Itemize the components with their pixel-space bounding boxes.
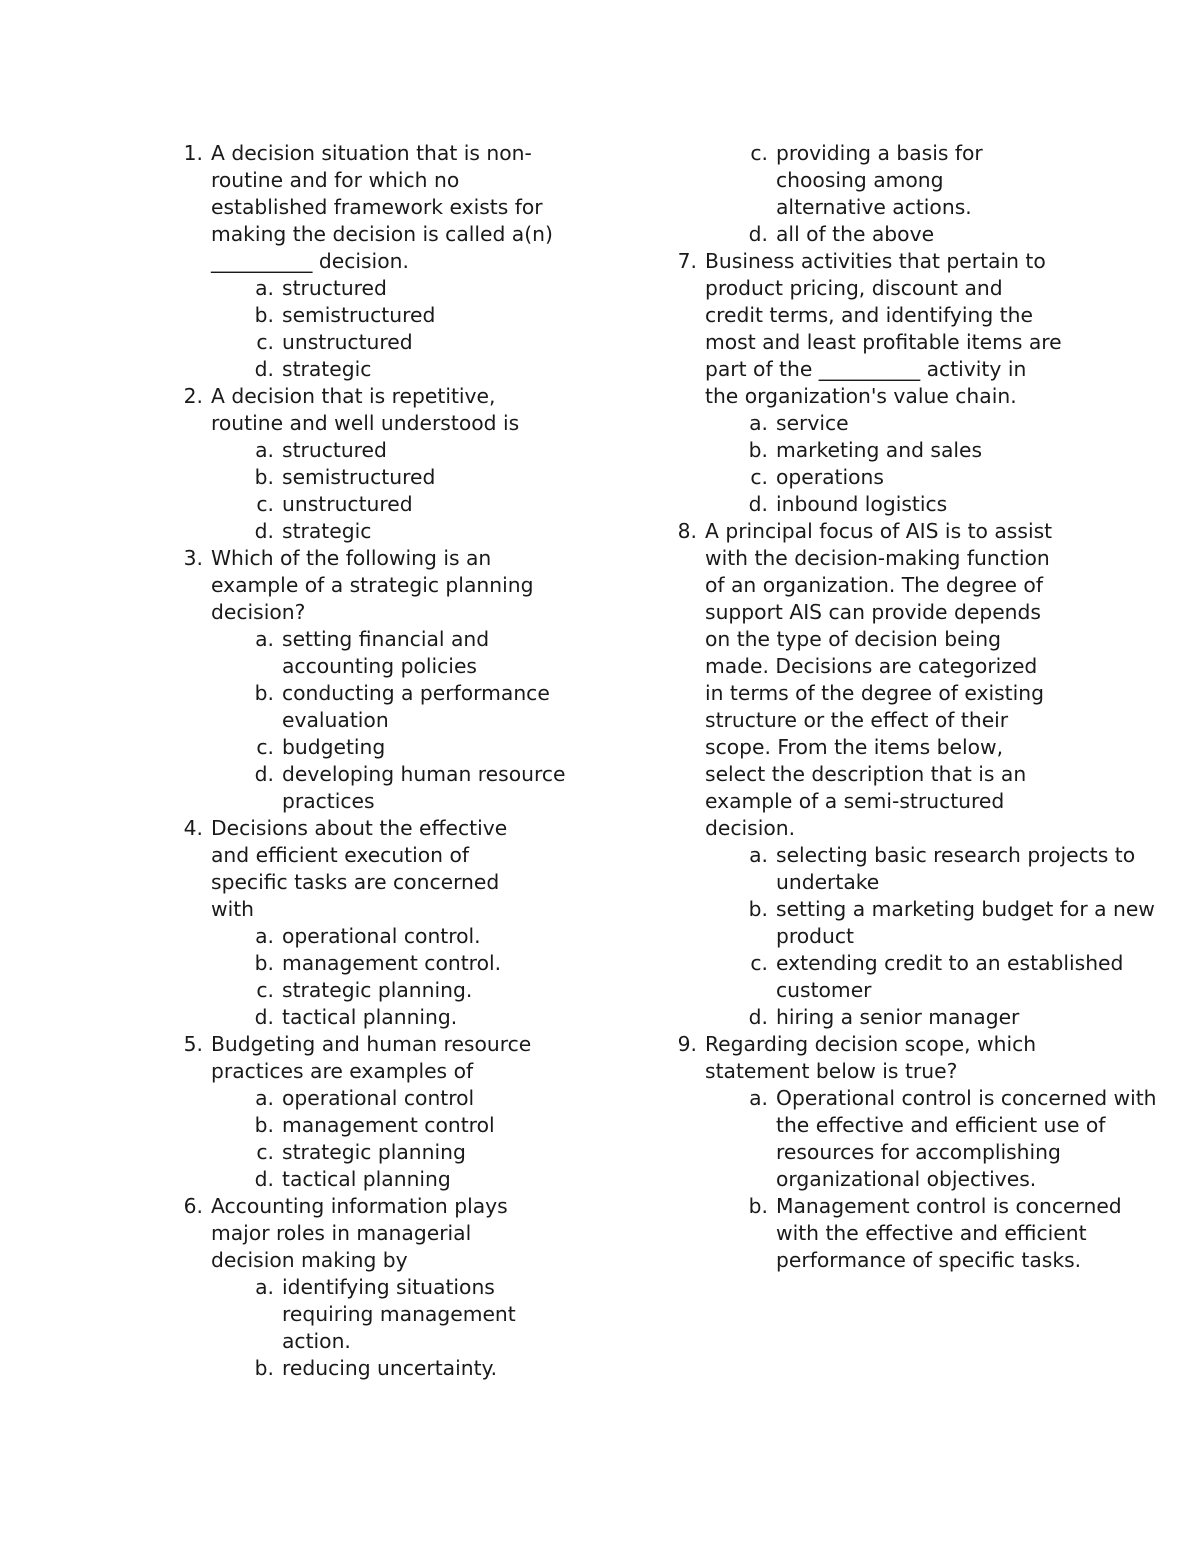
question-number: 6.	[183, 1194, 203, 1218]
option	[173, 734, 593, 761]
option-text: operations	[776, 465, 884, 489]
question-text: Accounting information plays major roles in managerial decision making by	[211, 1194, 508, 1272]
option-letter: a.	[749, 843, 768, 867]
option	[173, 1112, 593, 1139]
question-number: 7.	[677, 249, 697, 273]
question-text: Budgeting and human resource practices are examples of	[211, 1032, 532, 1083]
question-2	[173, 383, 593, 437]
option-text: operational control.	[282, 924, 481, 948]
option-text: strategic	[282, 519, 372, 543]
option-text: identifying situations requiring management action.	[282, 1275, 516, 1353]
option-text: tactical planning	[282, 1167, 451, 1191]
option-letter: a.	[255, 438, 274, 462]
option-letter: c.	[750, 465, 768, 489]
option-text: semistructured	[282, 465, 436, 489]
option-letter: b.	[748, 1194, 768, 1218]
option-text: Management control is concerned with the effective and efficient performance of specific tasks.	[776, 1194, 1122, 1272]
question-number: 1.	[183, 141, 203, 165]
option	[173, 1004, 593, 1031]
question-3	[173, 545, 593, 626]
option-text: budgeting	[282, 735, 386, 759]
option-letter: c.	[750, 951, 768, 975]
option-letter: c.	[256, 330, 274, 354]
option	[667, 437, 1087, 464]
option	[173, 275, 593, 302]
option-letter: d.	[254, 519, 274, 543]
option-text: all of the above	[776, 222, 935, 246]
option-text: unstructured	[282, 330, 413, 354]
option-letter: a.	[255, 276, 274, 300]
option-letter: a.	[255, 1275, 274, 1299]
question-8	[667, 518, 1087, 842]
option-letter: a.	[255, 924, 274, 948]
option-text: extending credit to an established customer	[776, 951, 1124, 1002]
option-letter: a.	[749, 1086, 768, 1110]
question-number: 2.	[183, 384, 203, 408]
option	[173, 923, 593, 950]
option	[173, 491, 593, 518]
option-text: developing human resource practices	[282, 762, 566, 813]
option-letter: b.	[254, 681, 274, 705]
question-number: 3.	[183, 546, 203, 570]
question-text: A decision that is repetitive, routine and well understood is	[211, 384, 520, 435]
option	[667, 491, 1087, 518]
option-text: strategic planning.	[282, 978, 473, 1002]
option	[173, 1085, 593, 1112]
question-text: A decision situation that is non-routine and for which no established framework exists for making the decision is called a(n) __________ decision.	[211, 141, 553, 273]
option-letter: a.	[255, 1086, 274, 1110]
option-letter: d.	[254, 762, 274, 786]
option	[173, 626, 562, 680]
option-text: inbound logistics	[776, 492, 948, 516]
option-letter: b.	[748, 897, 768, 921]
option-text: structured	[282, 276, 387, 300]
options-list	[173, 626, 593, 815]
option-letter: b.	[748, 438, 768, 462]
option-text: strategic	[282, 357, 372, 381]
option-text: reducing uncertainty.	[282, 1356, 498, 1380]
question-number: 5.	[183, 1032, 203, 1056]
option	[173, 437, 593, 464]
option	[173, 977, 593, 1004]
option-text: unstructured	[282, 492, 413, 516]
option	[173, 1166, 593, 1193]
question-4	[173, 815, 593, 923]
option-text: marketing and sales	[776, 438, 983, 462]
option-letter: d.	[748, 1005, 768, 1029]
options-list	[667, 1085, 1157, 1274]
option	[667, 221, 1087, 248]
options-list	[173, 275, 593, 383]
option	[173, 950, 593, 977]
option-text: tactical planning.	[282, 1005, 458, 1029]
question-text: Business activities that pertain to product pricing, discount and credit terms, and identifying the most and least profitable items are part of the __________ activity in the organization's value chain.	[705, 249, 1062, 408]
options-list	[173, 437, 593, 545]
option-text: service	[776, 411, 849, 435]
option-text: management control	[282, 1113, 495, 1137]
option	[667, 896, 1166, 950]
option-letter: b.	[254, 1356, 274, 1380]
options-list	[667, 410, 1087, 518]
option	[667, 1004, 1087, 1031]
options-list	[667, 140, 1087, 248]
option	[667, 950, 1136, 1004]
option	[667, 410, 1087, 437]
option-letter: b.	[254, 465, 274, 489]
option	[173, 761, 572, 815]
option-text: semistructured	[282, 303, 436, 327]
option	[667, 842, 1156, 896]
option-letter: c.	[750, 141, 768, 165]
option-letter: c.	[256, 978, 274, 1002]
question-6	[173, 1193, 593, 1274]
option	[173, 1355, 593, 1382]
option	[173, 329, 593, 356]
option	[667, 464, 1087, 491]
question-7	[667, 248, 1087, 410]
option-text: setting a marketing budget for a new product	[776, 897, 1155, 948]
question-text: Regarding decision scope, which statement below is true?	[705, 1032, 1037, 1083]
option-letter: d.	[254, 357, 274, 381]
question-number: 4.	[183, 816, 203, 840]
question-number: 8.	[677, 519, 697, 543]
option-letter: b.	[254, 1113, 274, 1137]
option-text: operational control	[282, 1086, 475, 1110]
option-letter: b.	[254, 303, 274, 327]
options-list	[173, 1085, 593, 1193]
option	[667, 1193, 1156, 1274]
question-9	[667, 1031, 1087, 1085]
option	[667, 1085, 1176, 1193]
question-5	[173, 1031, 593, 1085]
option	[173, 680, 562, 734]
option-letter: d.	[254, 1167, 274, 1191]
option	[173, 1274, 552, 1355]
option-letter: d.	[748, 222, 768, 246]
option-letter: c.	[256, 492, 274, 516]
question-text: A principal focus of AIS is to assist with the decision-making function of an organization. The degree of support AIS can provide depends on the type of decision being made. Decisions are categorized in terms of the degree of existing structure or the effect of their scope. From the items below, select the description that is an example of a semi-structured decision.	[705, 519, 1053, 840]
options-list	[173, 923, 593, 1031]
option	[173, 518, 593, 545]
option	[173, 302, 593, 329]
option-text: setting financial and accounting policies	[282, 627, 490, 678]
option-text: selecting basic research projects to undertake	[776, 843, 1136, 894]
option-text: providing a basis for choosing among alternative actions.	[776, 141, 983, 219]
question-text: Decisions about the effective and efficient execution of specific tasks are concerned with	[211, 816, 508, 921]
options-list	[173, 1274, 593, 1382]
right-column	[667, 140, 1157, 1274]
option	[173, 356, 593, 383]
option-letter: a.	[749, 411, 768, 435]
question-1	[173, 140, 593, 275]
option-text: structured	[282, 438, 387, 462]
option-letter: d.	[254, 1005, 274, 1029]
option-letter: c.	[256, 735, 274, 759]
option	[173, 464, 593, 491]
option-text: strategic planning	[282, 1140, 466, 1164]
option-text: Operational control is concerned with the effective and efficient use of resources for accomplishing organizational objectives.	[776, 1086, 1157, 1191]
option-letter: a.	[255, 627, 274, 651]
option-letter: d.	[748, 492, 768, 516]
option	[173, 1139, 593, 1166]
options-list	[667, 842, 1155, 1031]
option-text: conducting a performance evaluation	[282, 681, 550, 732]
option-text: hiring a senior manager	[776, 1005, 1020, 1029]
option-text: management control.	[282, 951, 502, 975]
question-text: Which of the following is an example of a strategic planning decision?	[211, 546, 534, 624]
option	[667, 140, 1016, 221]
question-number: 9.	[677, 1032, 697, 1056]
option-letter: b.	[254, 951, 274, 975]
left-column	[173, 140, 593, 1382]
option-letter: c.	[256, 1140, 274, 1164]
